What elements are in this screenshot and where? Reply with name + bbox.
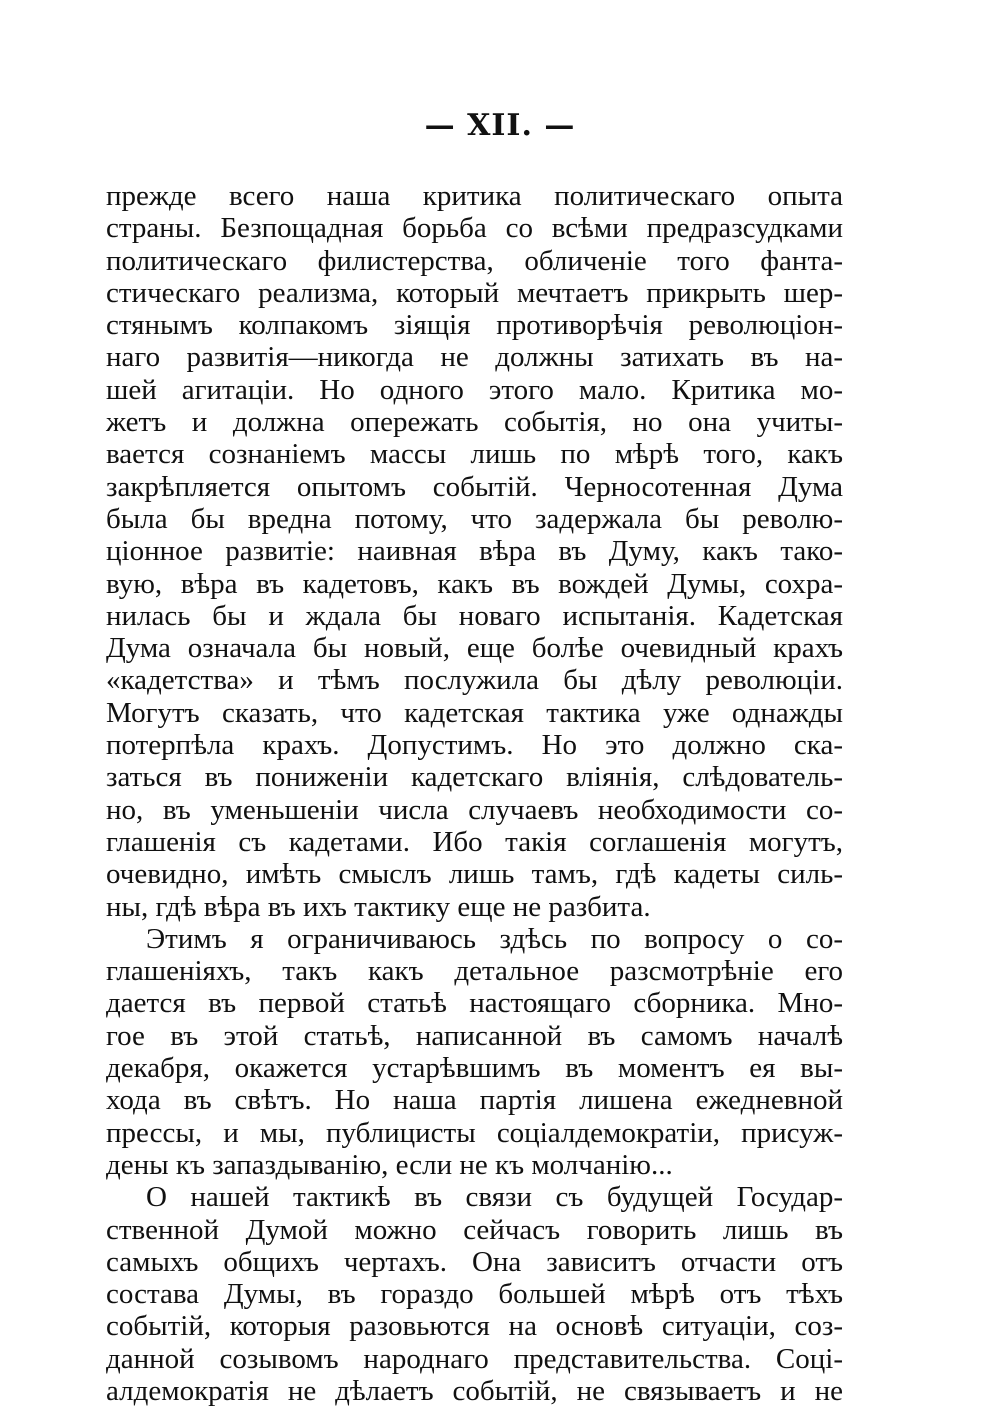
text-line: ны, гдѣ вѣра въ ихъ тактику еще не разбита. bbox=[106, 890, 651, 923]
text-line: потерпѣла крахъ. Допустимъ. Но это должно ска- bbox=[106, 729, 843, 762]
text-line: но, въ уменьшеніи числа случаевъ необходимости со- bbox=[106, 793, 843, 826]
text-line: самыхъ общихъ чертахъ. Она зависитъ отчасти отъ bbox=[106, 1245, 843, 1278]
text-line: глашенія съ кадетами. Ибо такія соглашенія могутъ, bbox=[106, 825, 843, 858]
text-line: наго развитія—никогда не должны затихать въ на- bbox=[106, 341, 843, 374]
text-line: стическаго реализма, который мечтаетъ прикрыть шер- bbox=[106, 276, 843, 309]
text-line: дается въ первой статьѣ настоящаго сборника. Мно- bbox=[106, 987, 843, 1020]
text-line: О нашей тактикѣ въ связи съ будущей Государ- bbox=[146, 1181, 843, 1214]
text-line: данной созывомъ народнаго представительства. Соці- bbox=[106, 1342, 843, 1375]
text-line: «кадетства» и тѣмъ послужила бы дѣлу революціи. bbox=[106, 664, 843, 697]
text-line: прессы, и мы, публицисты соціалдемократіи, присуж- bbox=[106, 1116, 843, 1149]
text-line: очевидно, имѣть смыслъ лишь тамъ, гдѣ кадеты силь- bbox=[106, 858, 843, 891]
text-line: глашеніяхъ, такъ какъ детальное разсмотрѣніе его bbox=[106, 955, 843, 988]
text-line: заться въ пониженіи кадетскаго вліянія, слѣдователь- bbox=[106, 761, 843, 794]
text-line: жетъ и должна опережать событія, но она учиты- bbox=[106, 406, 843, 439]
text-line: ственной Думой можно сейчасъ говорить лишь въ bbox=[106, 1213, 843, 1246]
text-line: страны. Безпощадная борьба со всѣми предразсудками bbox=[106, 212, 843, 245]
text-line: гое въ этой статьѣ, написанной въ самомъ началѣ bbox=[106, 1019, 843, 1052]
text-line: дены къ запаздыванію, если не къ молчанію... bbox=[106, 1148, 673, 1181]
text-line: состава Думы, въ гораздо большей мѣрѣ отъ тѣхъ bbox=[106, 1278, 843, 1311]
text-line: политическаго филистерства, обличеніе того фанта- bbox=[106, 244, 843, 277]
text-line: Могутъ сказать, что кадетская тактика уже однажды bbox=[106, 696, 843, 729]
text-line: алдемократія не дѣлаетъ событій, не связываетъ и не bbox=[106, 1374, 843, 1407]
text-line: событій, которыя разовьются на основѣ ситуаціи, соз- bbox=[106, 1310, 843, 1343]
page-number-header: — XII. — bbox=[424, 108, 576, 143]
text-line: нилась бы и ждала бы новаго испытанія. Кадетская bbox=[106, 599, 843, 632]
text-line: декабря, окажется устарѣвшимъ въ моментъ ея вы- bbox=[106, 1052, 843, 1085]
text-line: вается сознаніемъ массы лишь по мѣрѣ того, какъ bbox=[106, 438, 843, 471]
text-line: прежде всего наша критика политическаго опыта bbox=[106, 180, 843, 212]
text-line: вую, вѣра въ кадетовъ, какъ въ вождей Думы, сохра- bbox=[106, 567, 843, 600]
text-line: была бы вредна потому, что задержала бы револю- bbox=[106, 502, 843, 535]
text-line: стянымъ колпакомъ зіящія противорѣчія революціон- bbox=[106, 309, 843, 342]
text-line: ціонное развитіе: наивная вѣра въ Думу, какъ тако- bbox=[106, 535, 843, 568]
text-line: Этимъ я ограничиваюсь здѣсь по вопросу о со- bbox=[146, 922, 843, 955]
body-text bbox=[106, 180, 843, 1407]
text-line: хода въ свѣтъ. Но наша партія лишена ежедневной bbox=[106, 1084, 843, 1117]
text-line: закрѣпляется опытомъ событій. Черносотенная Дума bbox=[106, 470, 843, 503]
text-line: Дума означала бы новый, еще болѣе очевидный крахъ bbox=[106, 632, 843, 665]
text-line: шей агитаціи. Но одного этого мало. Критика мо- bbox=[106, 373, 843, 406]
